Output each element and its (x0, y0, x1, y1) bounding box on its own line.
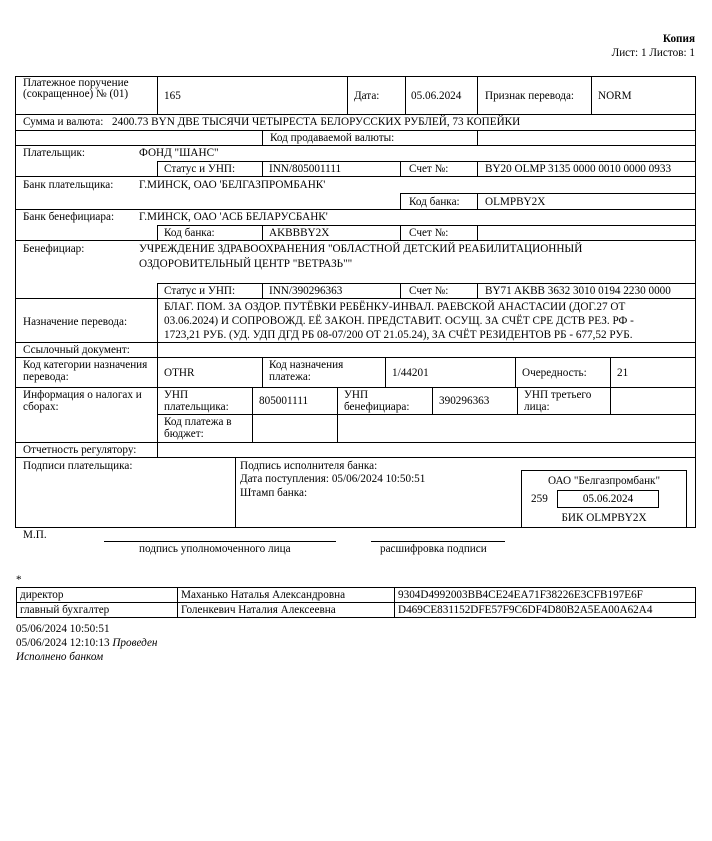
transfer-sign-label: Признак перевода: (485, 90, 575, 102)
purpose-line3: 1723,21 РУБ. (УД. УДП ДГД РБ 08-07/200 ОТ 21.05.24), ЗА СЧЁТ РЕЗИДЕНТОВ РБ - 677,52 РУБ. (164, 329, 633, 341)
transfer-sign: NORM (598, 90, 632, 102)
category-label: Код категории назначения перевода: (23, 359, 148, 383)
table-row (17, 603, 696, 618)
payer-unp: INN/805001111 (269, 163, 342, 175)
priority-label: Очередность: (522, 367, 587, 379)
signer-name: Маханько Наталья Александровна (178, 588, 395, 603)
payer-bank-code-label: Код банка: (409, 196, 460, 208)
order-title: Платежное поручение (сокращенное) № (01) (23, 77, 129, 100)
receipt-date: Дата поступления: 05/06/2024 10:50:51 (240, 473, 426, 485)
signatures-star: * (16, 574, 22, 586)
benef-account-label: Счет №: (409, 285, 449, 297)
auth-sign-caption: подпись уполномоченного лица (139, 543, 291, 555)
payer-account: BY20 OLMP 3135 0000 0010 0000 0933 (485, 163, 672, 175)
signer-role: главный бухгалтер (17, 603, 178, 618)
benef-bank-account-label: Счет №: (409, 227, 449, 239)
payer-name: ФОНД "ШАНС" (139, 147, 219, 159)
benef-bank-label: Банк бенефициара: (23, 211, 115, 223)
benef-bank-code-label: Код банка: (164, 227, 215, 239)
budget-code-label: Код платежа в бюджет: (164, 416, 232, 440)
purpose-code-label: Код назначения платежа: (269, 359, 344, 383)
payer-status-label: Статус и УНП: (164, 163, 236, 175)
benef-unp-value: 390296363 (439, 395, 490, 407)
log-line-2-time: 05/06/2024 12:10:13 (16, 637, 110, 649)
beneficiary-name-line1: УЧРЕЖДЕНИЕ ЗДРАВООХРАНЕНИЯ "ОБЛАСТНОЙ ДЕТСКИЙ РЕАБИЛИТАЦИОННЫЙ (139, 243, 583, 255)
stamp-number: 259 (531, 493, 548, 505)
stamp-label: Штамп банка: (240, 487, 308, 499)
signer-name: Голенкевич Наталия Алексеевна (178, 603, 395, 618)
sign-decode-caption: расшифровка подписи (380, 543, 487, 555)
signer-hash: D469CE831152DFE57F9C6DF4D80B2A5EA00A62A4 (395, 603, 696, 618)
mp-label: М.П. (23, 529, 47, 541)
category-value: OTHR (164, 367, 195, 379)
purpose-line2: 03.06.2024) И СОПРОВОЖД. ЕЁ ЗАКОН. ПРЕДСТАВИТ. ОСУЩ. ЗА СЧЁТ СРЕ ДСТВ РЕЗ. РФ - (164, 315, 634, 327)
table-row (17, 588, 696, 603)
signatures-table (16, 587, 696, 618)
order-number: 165 (164, 90, 181, 102)
regulator-label: Отчетность регулятору: (23, 444, 137, 456)
payer-bank-code: OLMPBY2X (485, 196, 546, 208)
payer-label: Плательщик: (23, 147, 86, 159)
log-line-2-status: Проведен (112, 637, 158, 649)
payer-bank: Г.МИНСК, ОАО 'БЕЛГАЗПРОМБАНК' (139, 179, 326, 191)
purpose-code: 1/44201 (392, 367, 429, 379)
stamp-bank-name: ОАО "Белгазпромбанк" (547, 475, 661, 487)
benef-unp: INN/390296363 (269, 285, 343, 297)
copy-label: Копия (662, 33, 695, 45)
sold-currency-label: Код продаваемой валюты: (270, 132, 395, 144)
benef-unp-label: УНП бенефициара: (344, 389, 410, 413)
sheets-count: Лист: 1 Листов: 1 (611, 47, 695, 59)
benef-account: BY71 AKBB 3632 3010 0194 2230 0000 (485, 285, 671, 297)
stamp-bik: БИК OLMPBY2X (561, 512, 647, 524)
log-line-3: Исполнено банком (16, 651, 104, 663)
payer-bank-label: Банк плательщика: (23, 179, 114, 191)
third-unp-label: УНП третьего лица: (524, 389, 592, 413)
bank-signature-label: Подпись исполнителя банка: (240, 460, 378, 472)
order-date: 05.06.2024 (411, 90, 462, 102)
payer-signatures-label: Подписи плательщика: (23, 460, 133, 472)
ref-doc-label: Ссылочный документ: (23, 344, 130, 356)
stamp-date: 05.06.2024 (557, 490, 659, 508)
payer-account-label: Счет №: (409, 163, 449, 175)
benef-bank-code: AKBBBY2X (269, 227, 330, 239)
sum-label: Сумма и валюта: (23, 116, 104, 128)
purpose-label: Назначение перевода: (23, 316, 128, 328)
beneficiary-label: Бенефициар: (23, 243, 85, 255)
signer-role: директор (17, 588, 178, 603)
payer-unp-label: УНП плательщика: (164, 389, 229, 413)
priority-value: 21 (617, 367, 629, 379)
log-line-2 (16, 637, 157, 649)
log-line-1: 05/06/2024 10:50:51 (16, 623, 110, 635)
benef-status-label: Статус и УНП: (164, 285, 236, 297)
beneficiary-name-line2: ОЗДОРОВИТЕЛЬНЫЙ ЦЕНТР "ВЕТРАЗЬ"" (139, 258, 353, 270)
tax-info-label: Информация о налогах и сборах: (23, 389, 142, 413)
signer-hash: 9304D4992003BB4CE24EA71F38226E3CFB197E6F (395, 588, 696, 603)
payer-unp-value: 805001111 (259, 395, 309, 407)
sum-value: 2400.73 BYN ДВЕ ТЫСЯЧИ ЧЕТЫРЕСТА БЕЛОРУССКИХ РУБЛЕЙ, 73 КОПЕЙКИ (112, 116, 521, 128)
bank-stamp (521, 470, 687, 528)
purpose-line1: БЛАГ. ПОМ. ЗА ОЗДОР. ПУТЁВКИ РЕБЁНКУ-ИНВАЛ. РАЕВСКОЙ АНАСТАСИИ (ДОГ.27 ОТ (164, 301, 626, 313)
benef-bank: Г.МИНСК, ОАО 'АСБ БЕЛАРУСБАНК' (139, 211, 328, 223)
date-label: Дата: (354, 90, 380, 102)
